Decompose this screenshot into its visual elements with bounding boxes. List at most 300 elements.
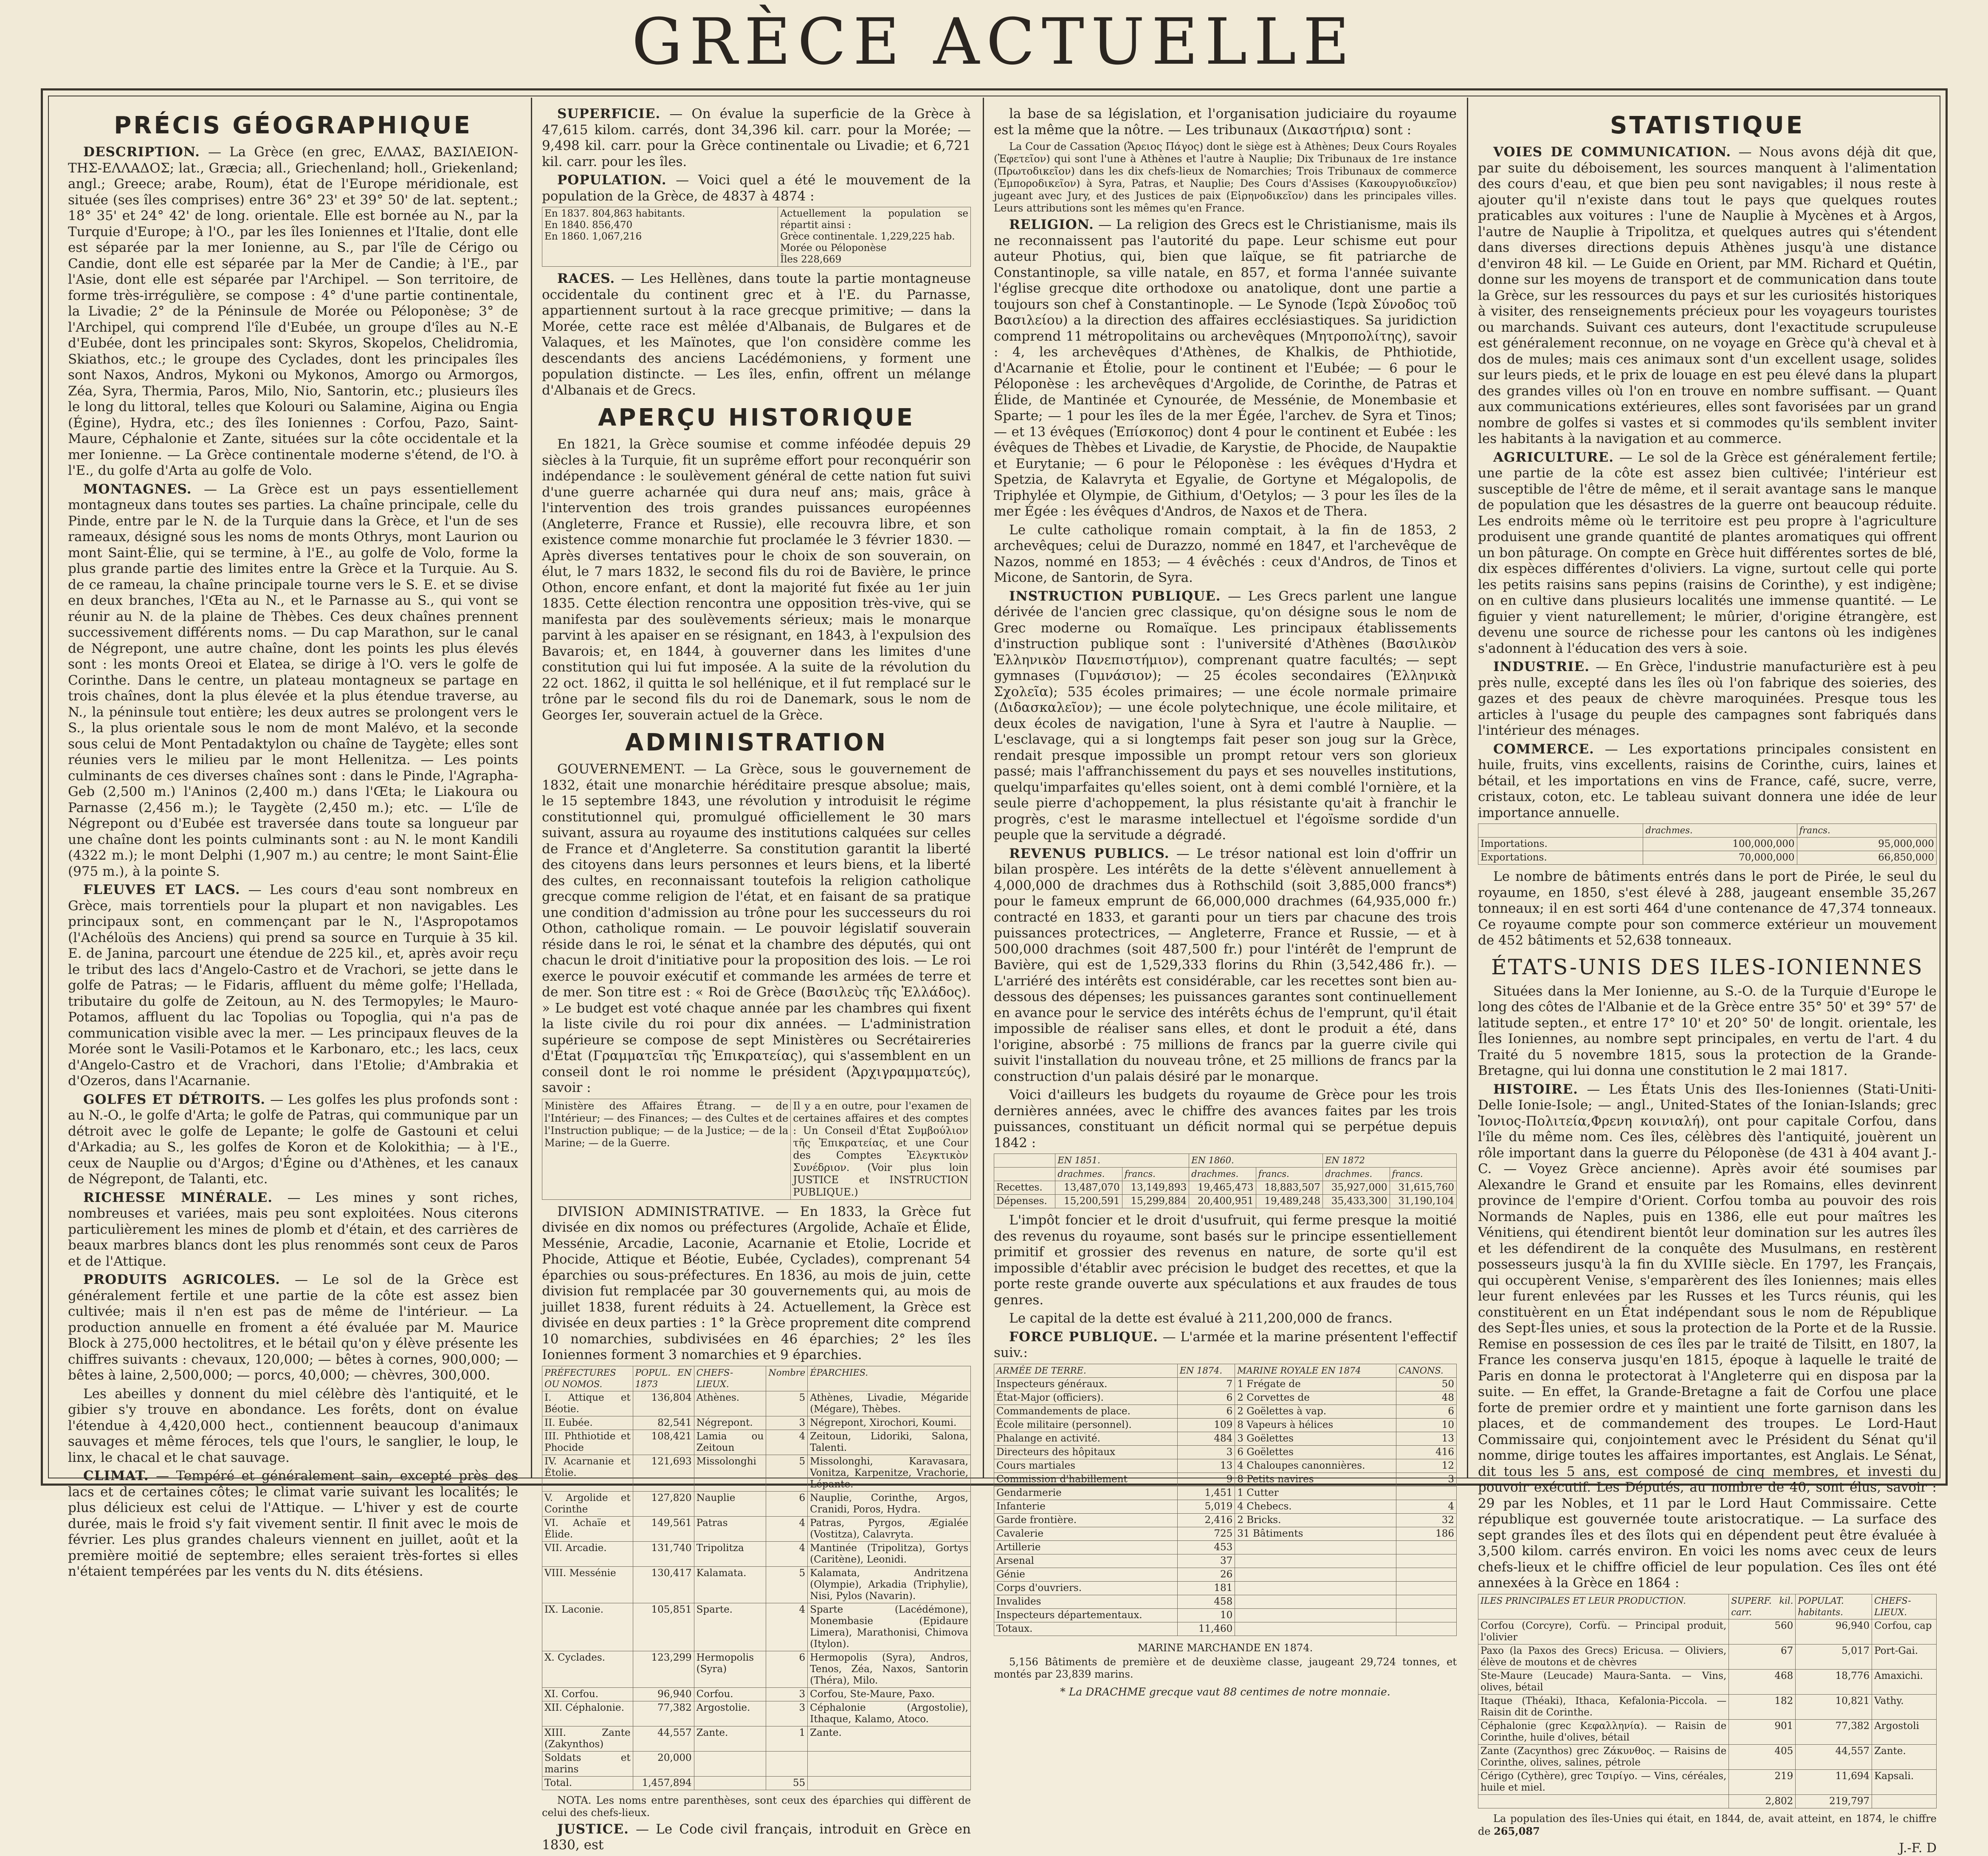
table-cell: Hermopolis (Syra), Andros, Tenos, Zéa, Naxos, Santorin (Théra), Milo. xyxy=(808,1651,971,1687)
island-row xyxy=(1478,1769,1937,1794)
history-paragraph: En 1821, la Grèce soumise et comme inféodée depuis 29 siècles à la Turquie, fit un suprême effort pour reconquérir son indépendance : le soulèvement général de cette nation fut suivi d'une guerre acharnée qui dura neuf ans; mais, grâce à l'intervention des trois grandes puissances européennes (Angleterre, France et Russie), elle recouvra libre, et son existence comme monarchie fut proclamée le 3 février 1830. — Après diverses tentatives pour le choix de son souverain, on élut, le 7 mars 1832, le second fils du roi de Bavière, le prince Othon, encore enfant, et dont la majorité fut fixée au 1er juin 1835. Cette élection rencontra une opposition très-vive, qui se manifesta par des soulèvements sérieux; mais le monarque parvint à les apaiser en se résignant, en 1843, à l'expulsion des Bavarois; et, en 1844, à gouverner dans les limites d'une constitution qui lui fut imposée. A la suite de la révolution du 22 oct. 1862, il quitta le sol hellénique, et il fut remplacé sur le trône par le second fils du roi de Danemark, sous le nom de Georges Ier, souverain actuel de la Grèce. xyxy=(542,437,971,723)
trade-unit: drachmes. xyxy=(1643,824,1797,838)
island-row xyxy=(1478,1644,1937,1669)
table-cell: Paxo (la Paxos des Grecs) Ericusa. — Oliviers, élève de moutons et de chèvres xyxy=(1478,1644,1729,1669)
army-row xyxy=(994,1513,1457,1527)
budget-unit-row xyxy=(994,1168,1457,1181)
army-row xyxy=(994,1418,1457,1432)
table-header-row xyxy=(994,1364,1457,1377)
table-cell: Génie xyxy=(994,1568,1178,1581)
island-total: 2,802 xyxy=(1729,1794,1796,1808)
table-cell: Corfou (Corcyre), Corfù. — Principal produit, l'olivier xyxy=(1478,1619,1729,1644)
table-cell: Mantinée (Tripolitza), Gortys (Caritène), Leonidi. xyxy=(808,1541,971,1566)
table-cell: Cérigo (Cythère), grec Τσιρίγο. — Vins, céréales, huile et miel. xyxy=(1478,1769,1729,1794)
table-cell: État-Major (officiers). xyxy=(994,1391,1178,1405)
table-cell xyxy=(1396,1595,1457,1608)
table-cell: Négrepont. xyxy=(694,1416,766,1430)
table-cell xyxy=(1235,1581,1396,1595)
army-row xyxy=(994,1472,1457,1486)
table-cell: IX. Laconie. xyxy=(542,1603,633,1651)
table-cell: Soldats et marins xyxy=(542,1751,633,1776)
population-note-row: Îles 228,669 xyxy=(780,254,968,265)
table-cell: 15,200,591 xyxy=(1055,1195,1122,1208)
budget-unit: francs. xyxy=(1122,1168,1189,1181)
population-row: En 1840. 856,470 xyxy=(544,220,775,231)
table-cell: 8 Vapeurs à hélices xyxy=(1235,1418,1396,1432)
budget-row xyxy=(994,1195,1457,1208)
army-row xyxy=(994,1432,1457,1445)
army-row xyxy=(994,1622,1457,1636)
table-cell: 149,561 xyxy=(633,1516,694,1541)
table-header: Nombre xyxy=(766,1366,808,1391)
catholic-paragraph: Le culte catholique romain comptait, à la fin de 1853, 2 archevêques; celui de Durazzo, nommé en 1847, et l'archevêque de Nazos, nommé en 1853; — 4 évêchés : ceux d'Andros, de Tinos et Micone, de Santorin, de Syra. xyxy=(994,522,1457,586)
table-cell: 3 xyxy=(766,1687,808,1701)
budget-year: EN 1860. xyxy=(1189,1154,1323,1168)
budget-unit: drachmes. xyxy=(1055,1168,1122,1181)
paragraph-lead: DESCRIPTION. xyxy=(83,144,200,160)
table-cell: 18,776 xyxy=(1796,1669,1872,1694)
table-cell: Kalamata, Andritzena (Olympie), Arkadia (Triphylie), Nisi, Pylos (Navarin). xyxy=(808,1566,971,1603)
table-cell xyxy=(1396,1554,1457,1568)
table-cell: Inspecteurs généraux. xyxy=(994,1377,1178,1391)
paragraph-lead: SUPERFICIE. xyxy=(557,106,660,121)
table-cell: Vathy. xyxy=(1872,1694,1937,1719)
roads-paragraph: VOIES DE COMMUNICATION. — Nous avons déjà dit que, par suite du déboisement, les sources manquent à l'alimentation des cours d'eau, et que bien peu sont navigables; il nous reste à ajouter qu'il n'existe dans tout le pays que quelques routes praticables aux voitures : l'une de Nauplie à Mycènes et à Argos, l'autre de Nauplie à Tripolitza, et quelques autres qui s'étendent dans diverses directions depuis Athènes jusqu'à une distance d'environ 48 kil. — Le Guide en Orient, par MM. Richard et Quétin, donne sur les moyens de transport et de communication dans toute la Grèce, sur les ressources du pays et sur les curiosités historiques à visiter, des renseignements précieux pour les voyageurs touristes ou marchands. Suivant ces auteurs, dont l'exactitude scrupuleuse est généralement reconnue, on ne voyage en Grèce qu'à cheval et à dos de mules; mais ces animaux sont d'un excellent usage, solides sur leurs pieds, et le prix de louage en est peu élevé dans la plupart des grandes villes où l'on en trouve en nombre suffisant. — Quant aux communications extérieures, elles sont favorisées par un grand nombre de golfes si vastes et si commodes qu'ils semblent inviter les habitants à la navigation et au commerce. xyxy=(1478,144,1937,447)
budget-unit: drachmes. xyxy=(1323,1168,1390,1181)
population-note-title: Actuellement la population se répartit ainsi : xyxy=(780,208,968,231)
population-distribution xyxy=(778,207,970,267)
table-cell: X. Cyclades. xyxy=(542,1651,633,1687)
table-cell: 6 xyxy=(766,1651,808,1687)
paragraph-text: — Les cours d'eau sont nombreux en Grèce, mais torrentiels pour la plupart et non navigables. Les principaux sont, en commençant par le N., l'Aspropotamos (l'Achéloüs des Anciens) qui prend sa source en Turquie à 35 kil. E. de Janina, parcourt une étendue de 225 kil., et, après avoir reçu le tribut des lacs d'Angelo-Castro et de Vrachori, se jette dans le golfe de Patras; — le Fidaris, affluent du même golfe; l'Hellada, tributaire du golfe de Zeitoun, au N. des Termopyles; le Mauro-Potamos, affluent du lac Topolias ou Topoglia, qui n'a pas de communication visible avec la mer. — Les principaux fleuves de la Morée sont le Vasili-Potamos et le Karbonaro, etc.; les lacs, ceux d'Angelo-Castro et de Vrachori, dans l'Etolie; d'Ambrakia et d'Ozeros, dans l'Acarnanie. xyxy=(68,882,518,1089)
table-cell: 15,299,884 xyxy=(1122,1195,1189,1208)
table-cell: 32 xyxy=(1396,1513,1457,1527)
table-cell: 8 Petits navires xyxy=(1235,1472,1396,1486)
table-cell: 901 xyxy=(1729,1719,1796,1744)
trade-label: Importations. xyxy=(1478,838,1643,851)
table-cell xyxy=(694,1751,766,1776)
table-cell: 1 Cutter xyxy=(1235,1486,1396,1500)
table-header-row xyxy=(1478,1594,1937,1619)
trade-table xyxy=(1478,824,1937,865)
table-cell xyxy=(1396,1622,1457,1636)
table-cell: 219 xyxy=(1729,1769,1796,1794)
paragraph-lead: MONTAGNES. xyxy=(83,482,192,497)
trade-unit: francs. xyxy=(1797,824,1936,838)
table-cell: 109 xyxy=(1177,1418,1235,1432)
column-rule xyxy=(1467,98,1468,1478)
stat-paragraph xyxy=(542,106,971,170)
table-cell: Missolonghi xyxy=(694,1455,766,1491)
table-cell xyxy=(1235,1568,1396,1581)
table-cell: 182 xyxy=(1729,1694,1796,1719)
paragraph-text: — Le sol de la Grèce est généralement fertile et une partie de la côte est assez bien cultivée; mais il n'en est pas de même de l'intérieur. — La production annuelle en froment a été évaluée par M. Maurice Block à 275,000 hectolitres, et le bétail qu'on y élève présente les chiffres suivants : chevaux, 120,000; — bêtes à cornes, 900,000; — bêtes à laine, 2,500,000; — porcs, 40,000; — chèvres, 300,000. xyxy=(68,1272,518,1383)
table-cell: Garde frontière. xyxy=(994,1513,1178,1527)
table-cell: 4 Chaloupes canonnières. xyxy=(1235,1459,1396,1472)
table-header: SUPERF. kil. carr. xyxy=(1729,1594,1796,1619)
paragraph-lead: CLIMAT. xyxy=(83,1468,149,1484)
geography-paragraph xyxy=(68,482,518,880)
table-cell: Zeitoun, Lidoriki, Salona, Talenti. xyxy=(808,1430,971,1455)
paragraph-text: Les abeilles y donnent du miel célèbre dès l'antiquité, et le gibier s'y trouve en abondance. Les forêts, dont on évalue l'étendue à 4,420,000 hect., contiennent beaucoup d'animaux sauvages et même féroces, tels que l'ours, le sanglier, le loup, le linx, le chacal et le chat sauvage. xyxy=(68,1386,518,1465)
table-cell: Phalange en activité. xyxy=(994,1432,1178,1445)
paragraph-text: — Les golfes les plus profonds sont : au N.-O., le golfe d'Arta; le golfe de Patras, qui communique par un détroit avec le golfe de Lepante; le golfe de Gastouni et celui d'Arkadia; au S., les golfes de Koron et de Kolokithia; — à l'E., ceux de Nauplie ou d'Argos; d'Égine ou d'Athènes, et les canaux de Négrepont, de Talanti, etc. xyxy=(68,1092,518,1187)
table-cell: 35,927,000 xyxy=(1323,1181,1390,1195)
table-cell: Nauplie, Corinthe, Argos, Cranidi, Poros, Hydra. xyxy=(808,1491,971,1516)
table-cell: Négrepont, Xirochori, Koumi. xyxy=(808,1416,971,1430)
island-total: 219,797 xyxy=(1796,1794,1872,1808)
table-cell: Céphalonie (Argostolie), Ithaque, Kalamo, Atoco. xyxy=(808,1701,971,1726)
table-header: EN 1874. xyxy=(1177,1364,1235,1377)
paragraph-text: — Tempéré et généralement sain, excepté près des lacs et de certaines côtes; le climat varie suivant les localités; le plus délicieux est celui de l'Attique. — L'hiver y est de courte durée, mais le froid s'y fait vivement sentir. Il finit avec le mois de février. Les plus grandes chaleurs viennent en juillet, août et la première moitié de septembre; elles seraient très-fortes si elles n'étaient tempérées par les vents du N. dits étésiens. xyxy=(68,1468,518,1579)
table-cell xyxy=(694,1776,766,1790)
population-table xyxy=(542,207,971,267)
table-cell: Zante. xyxy=(694,1726,766,1751)
prefecture-row xyxy=(542,1391,971,1416)
table-cell: 560 xyxy=(1729,1619,1796,1644)
table-cell: 26 xyxy=(1177,1568,1235,1581)
table-cell: 6 xyxy=(1177,1391,1235,1405)
prefecture-row xyxy=(542,1491,971,1516)
army-row xyxy=(994,1595,1457,1608)
courts-list: La Cour de Cassation (Ἄρειος Πάγος) dont le siège est à Athènes; Deux Cours Royales (Ἐφετεῖον) qui sont l'une à Athènes et l'autre à Nauplie; Dix Tribunaux de 1re instance (Πρωτοδικεῖον) dans les dix chefs-lieux de Nomarchies; Trois Tribunaux de commerce (Ἐμποροδικεῖον) à Syra, Patras, et Nauplie; Des Cours d'Assises (Κακουργιοδικεῖον) jugeant avec Jury, et des Justices de paix (Εἰρηνοδικεῖον) dans les principales villes. Leurs attributions sont les mêmes qu'en France. xyxy=(994,141,1457,214)
table-cell: VI. Achaïe et Élide. xyxy=(542,1516,633,1541)
army-table xyxy=(994,1364,1457,1636)
section-title-history: APERÇU HISTORIQUE xyxy=(542,404,971,432)
army-row xyxy=(994,1500,1457,1513)
division-paragraph: DIVISION ADMINISTRATIVE. — En 1833, la Grèce fut divisée en dix nomos ou préfectures (Argolide, Achaïe et Élide, Messénie, Arcadie, Laconie, Acarnanie et Etolie, Locride et Phocide, Attique et Béotie, Eubée, Cyclades), comprenant 54 éparchies ou sous-préfectures. En 1836, au mois de juin, cette division fut remplacée par 30 gouvernements qui, au mois de juillet 1838, furent réduits à 24. Actuellement, la Grèce est divisée en deux parties : 1° la Grèce proprement dite comprend 10 nomarchies, subdivisées en 46 éparchies; 2° les îles Ioniennes forment 3 nomarchies et 9 éparchies. xyxy=(542,1204,971,1363)
table-cell: 10 xyxy=(1177,1608,1235,1622)
table-cell: 50 xyxy=(1396,1377,1457,1391)
table-cell: 13,149,893 xyxy=(1122,1181,1189,1195)
table-cell: Cours martiales xyxy=(994,1459,1178,1472)
section-title-geography: PRÉCIS GÉOGRAPHIQUE xyxy=(68,112,518,139)
table-cell: 4 xyxy=(766,1516,808,1541)
table-cell: Gendarmerie xyxy=(994,1486,1178,1500)
table-cell: 1,451 xyxy=(1177,1486,1235,1500)
table-cell: Commandements de place. xyxy=(994,1405,1178,1418)
ministries-table xyxy=(542,1099,971,1200)
table-cell: Total. xyxy=(542,1776,633,1790)
table-cell: VII. Arcadie. xyxy=(542,1541,633,1566)
prefecture-row xyxy=(542,1416,971,1430)
trade-francs: 66,850,000 xyxy=(1797,851,1936,865)
table-cell: 12 xyxy=(1396,1459,1457,1472)
column-rule xyxy=(983,98,984,1478)
table-cell: 3 xyxy=(766,1701,808,1726)
debt-line: Le capital de la dette est évalué à 211,200,000 de francs. xyxy=(994,1311,1457,1327)
table-header: CANONS. xyxy=(1396,1364,1457,1377)
table-cell: 3 xyxy=(1396,1472,1457,1486)
army-row xyxy=(994,1608,1457,1622)
island-row xyxy=(1478,1669,1937,1694)
table-cell: 458 xyxy=(1177,1595,1235,1608)
paragraph-lead: FLEUVES ET LACS. xyxy=(83,882,240,897)
table-cell: 31 Bâtiments xyxy=(1235,1527,1396,1540)
table-cell xyxy=(1396,1608,1457,1622)
table-cell: 123,299 xyxy=(633,1651,694,1687)
religion-paragraph: RELIGION. — La religion des Grecs est le Christianisme, mais ils ne reconnaissent pas l'autorité du pape. Leur schisme eut pour auteur Photius, qui, bien que laïque, se fit patriarche de Constantinople, sa ville natale, en 857, et forma l'année suivante l'église grecque dite orthodoxe ou anatolique, dont une partie a toujours son chef à Constantinople. — Le Synode (Ἱερὰ Σύνοδος τοῦ Βασιλείου) a la direction des affaires ecclésiastiques. Sa juridiction comprend 11 métropolitains ou archevêques (Μητροπολίτης), savoir : 4, les archevêques d'Athènes, de Khalkis, de Phthiotide, d'Acarnanie et Étolie, pour le continent et l'Eubée; — 6 pour le Péloponèse : les archevêques d'Argolide, de Corinthe, de Patras et Élide, de Mantinée et Cynourée, de Messénie, de Monembasie et Sparte; — 1 pour les îles de la mer Égée, l'archev. de Syra et Tinos; — et 13 évêques (Ἐπίσκοπος) dont 4 pour le continent et Eubée : les évêques de Thèbes et Livadie, de Karystie, de Phocide, de Naupaktie et Eurytanie; — 6 pour le Péloponèse : les évêques d'Hydra et Spetzia, de Kalavryta et Egyalie, de Gortyne et Mégalopolis, de Triphylée et Olympie, de Githium, d'Oetylos; — 3 pour les îles de la mer Égée : les évêques d'Andros, de Naxos et de Thera. xyxy=(994,217,1457,520)
table-cell: 181 xyxy=(1177,1581,1235,1595)
table-cell: 3 xyxy=(766,1416,808,1430)
island-row xyxy=(1478,1619,1937,1644)
table-cell: 6 xyxy=(1177,1405,1235,1418)
table-cell: Inspecteurs départementaux. xyxy=(994,1608,1178,1622)
table-cell: 108,421 xyxy=(633,1430,694,1455)
table-cell: Corfou, cap xyxy=(1872,1619,1937,1644)
column-statistics xyxy=(1478,106,1937,1474)
budget-after: L'impôt foncier et le droit d'usufruit, qui ferme presque la moitié des revenus du royaume, sont basés sur le principe essentiellement primitif et grossier des revenus en nature, de sorte qu'il est impossible d'établir avec précision le budget des recettes, et que la porte reste grande ouverte aux spéculations et aux fraudes de tous genres. xyxy=(994,1213,1457,1308)
table-cell xyxy=(808,1751,971,1776)
table-cell: 13 xyxy=(1177,1459,1235,1472)
geography-paragraph xyxy=(68,1386,518,1466)
ionian-history: HISTOIRE. — Les États Unis des Iles-Ioniennes (Stati-Uniti-Delle Ionie-Isole; — angl., United-States of the Ionian-Islands; grec Ἰονιος-Πολιτεία,Φρενη κοινιαλή), ont pour capitale Corfou, dans l'île du même nom. Ces îles, célèbres dès l'antiquité, jouèrent un rôle important dans la guerre du Péloponèse (de 431 à 404 avant J.-C. — Voyez Grèce ancienne). Après avoir été soumises par Alexandre le Grand et ensuite par les Romains, elles devinrent province de l'empire d'Orient. Corfou tomba au pouvoir des rois Normands de Naples, puis en 1386, elle eut pour maîtres les Vénitiens, qui étendirent bientôt leur domination sur les autres îles et les défendirent de la conquête des Musulmans, en restèrent possesseurs jusqu'à la fin du XVIIIe siècle. En 1797, les Français, qui occupèrent Venise, s'emparèrent des îles Ioniennes; mais elles leur furent enlevées par les Russes et les Turcs réunis, qui les constituèrent en un État indépendant sous le nom de République des Sept-Îles unies, et sous la protection de la Porte et de la Russie. Remise en possession de ces îles par le traité de Tilsitt, en 1807, la France les conserva jusqu'en 1815, époque à laquelle le traité de Paris en donna le protectorat à l'Angleterre qui en disposa par la suite. — En effet, la Grande-Bretagne a fait de Corfou une place forte de premier ordre et y maintient une forte garnison dans les places, et de commandement des troupes. Le Lord-Haut Commissaire qui, conjointement avec le Président du Sénat qu'il nomme, dirige toutes les affaires importantes, est Anglais. Le Sénat, dit tous les 5 ans, est composé de cinq membres, et investi du pouvoir exécutif. Les Députés, au nombre de 40, sont élus, savoir : 29 par les Nobles, et 11 par le Lord Haut Commissaire. Cette république est gouvernée toute aristocratique. — La surface des sept grandes îles et des îlots qui en dépendent peut être évaluée à 3,500 kilom. carrés environ. En voici les noms avec ceux de leurs chefs-lieux et le chiffre officiel de leur population. Ces îles ont été annexées à la Grèce en 1864 : xyxy=(1478,1082,1937,1591)
table-cell: Artillerie xyxy=(994,1540,1178,1554)
table-cell: Commission d'habillement xyxy=(994,1472,1178,1486)
table-cell: Patras xyxy=(694,1516,766,1541)
table-cell: Arsenal xyxy=(994,1554,1178,1568)
paragraph-text: — La Grèce (en grec, ΕΛΛΑΣ, ΒΑΣΙΛΕΙΟΝ-ΤΗΣ-ΕΛΛΑΔΟΣ; lat., Græcia; all., Griechenland; holl., Griekenland; angl.; Greece; arabe, Roum), état de l'Europe méridionale, est située (ses îles comprises) entre 36° 23' et 39° 50' de lat. septent.; 18° 35' et 24° 42' de long. orientale. Elle est bornée au N., par la Turquie d'Europe; à l'O., par les îles Ioniennes et l'Italie, dont elle est séparée par la mer Ionienne, au S., par l'île de Cérigo ou Candie, dont elle est séparée par la Mer de Candie; à l'E., par l'Asie, dont elle est séparée par l'Archipel. — Son territoire, de forme très-irrégulière, se compose : 4° d'une partie continentale, la Livadie; 2° de la Péninsule de Morée ou Péloponèse; 3° de l'Archipel, qui comprend l'île d'Eubée, un groupe d'îles au N.-E d'Eubée, dont les principales sont: Skyros, Skopelos, Chelidromia, Skiathos, etc.; le groupe des Cyclades, dont les principales îles sont Naxos, Andros, Mykoni ou Mykonos, Amorgo ou Armorgos, Zéa, Syra, Thermia, Paros, Milo, Nio, Santorin, etc.; plusieurs îles le long du littoral, telles que Kolouri ou Salamine, Aigina ou Engia (Égine), Hydra, etc.; des îles Ioniennes : Corfou, Pazo, Saint-Maure, Céphalonie et Zante, situées sur la côte occidentale et la mer Ionienne. — La Grèce continentale moderne s'étend, de l'O. à l'E., du golfe d'Arta au golfe de Volo. xyxy=(68,144,518,478)
table-cell xyxy=(766,1751,808,1776)
table-cell: 20,400,951 xyxy=(1189,1195,1256,1208)
trade-drachmes: 100,000,000 xyxy=(1643,838,1797,851)
table-cell: 2,416 xyxy=(1177,1513,1235,1527)
army-row xyxy=(994,1527,1457,1540)
table-cell: 96,940 xyxy=(1796,1619,1872,1644)
section-title-statistics: STATISTIQUE xyxy=(1478,112,1937,139)
army-row xyxy=(994,1568,1457,1581)
table-cell: 136,804 xyxy=(633,1391,694,1416)
table-cell: Zante. xyxy=(808,1726,971,1751)
table-cell: Directeurs des hôpitaux xyxy=(994,1445,1178,1459)
table-cell: IV. Acarnanie et Étolie. xyxy=(542,1455,633,1491)
prefecture-row xyxy=(542,1566,971,1603)
table-cell: XII. Céphalonie. xyxy=(542,1701,633,1726)
table-cell xyxy=(1235,1608,1396,1622)
table-cell: Patras, Pyrgos, Ægialée (Vostitza), Calavryta. xyxy=(808,1516,971,1541)
table-cell: 13,487,070 xyxy=(1055,1181,1122,1195)
table-cell: 3 Goëlettes xyxy=(1235,1432,1396,1445)
table-cell: 105,851 xyxy=(633,1603,694,1651)
table-cell: 130,417 xyxy=(633,1566,694,1603)
table-cell: 5,017 xyxy=(1796,1644,1872,1669)
islands-after: La population des îles-Unies qui était, en 1844, de, avait atteint, en 1874, le chiffre de 265,087 xyxy=(1478,1813,1937,1838)
paragraph-lead: GOLFES ET DÉTROITS. xyxy=(83,1092,265,1107)
table-cell: Kapsali. xyxy=(1872,1769,1937,1794)
army-row xyxy=(994,1554,1457,1568)
instruction-paragraph: INSTRUCTION PUBLIQUE. — Les Grecs parlent une langue dérivée de l'ancien grec classique, qu'on désigne sous le nom de Grec moderne ou Romaïque. Les principaux établissements d'instruction publique sont : l'université d'Athènes (Βασιλικὸν Ἑλληνικὸν Πανεπιστήμιον), comprenant quatre facultés; — sept gymnases (Γυμνάσιον); — 25 écoles secondaires (Ἑλληνικὰ Σχολεῖα); 535 écoles primaires; — une école normale primaire (Διδασκαλεῖον); — une école polytechnique, une école militaire, et deux écoles de navigation, l'une à Syra et l'autre à Nauplie. — L'esclavage, qui a si longtemps fait peser son joug sur la Grèce, rendait presque impossible un prompt retour vers son glorieux passé; mais l'affranchissement du pays et ses nouvelles institutions, quelqu'imparfaites qu'elles soient, ont à demi comblé l'ornière, et la seule pierre d'achoppement, la plus résistante qu'ait à franchir le progrès, c'est le marasme intellectuel et l'égoïsme sordide d'un peuple que la servitude a dégradé. xyxy=(994,589,1457,843)
table-cell: Kalamata. xyxy=(694,1566,766,1603)
table-cell: 5 xyxy=(766,1391,808,1416)
table-cell: XIII. Zante (Zakynthos) xyxy=(542,1726,633,1751)
table-cell: 121,693 xyxy=(633,1455,694,1491)
budget-unit: drachmes. xyxy=(1189,1168,1256,1181)
budget-row xyxy=(994,1181,1457,1195)
page-title: GRÈCE ACTUELLE xyxy=(0,6,1988,78)
table-cell: 416 xyxy=(1396,1445,1457,1459)
prefecture-row xyxy=(542,1516,971,1541)
table-header: ILES PRINCIPALES ET LEUR PRODUCTION. xyxy=(1478,1594,1729,1619)
geography-paragraph xyxy=(68,1468,518,1580)
table-cell: 11,460 xyxy=(1177,1622,1235,1636)
table-cell: 6 xyxy=(766,1491,808,1516)
table-cell: 484 xyxy=(1177,1432,1235,1445)
table-cell: 48 xyxy=(1396,1391,1457,1405)
army-row xyxy=(994,1581,1457,1595)
table-cell xyxy=(1872,1794,1937,1808)
agriculture-paragraph: AGRICULTURE. — Le sol de la Grèce est généralement fertile; une partie de la côte est assez bien cultivée; l'intérieur est susceptible de l'être de même, et il serait avantage sans le manque de population que les désastres de la guerre ont beaucoup réduite. Les endroits même où le territoire est peu propre à l'agriculture produisent une grande quantité de plantes aromatiques qui offrent un bon pâturage. On compte en Grèce huit différentes sortes de blé, dix espèces différentes d'oliviers. La vigne, surtout celle qui porte les petits raisins sans pepins (raisins de Corinthe), y est indigène; on en cultive dans plusieurs localités une immense quantité. — Le figuier y vient naturellement; le mûrier, d'origine étrangère, est devenu une source de richesse pour les cantons où les indigènes s'adonnent à l'éducation des vers à soie. xyxy=(1478,450,1937,657)
table-cell: Corfou, Ste-Maure, Paxo. xyxy=(808,1687,971,1701)
table-cell: Lamia ou Zeitoun xyxy=(694,1430,766,1455)
island-row xyxy=(1478,1719,1937,1744)
revenue-paragraph: REVENUS PUBLICS. — Le trésor national est loin d'offrir un bilan prospère. Les intérêts de la dette s'élèvent annuellement à 4,000,000 de drachmes dus à Rothschild (soit 3,885,000 francs*) pour le fameux emprunt de 66,000,000 drachmes (64,935,000 fr.) contracté en 1833, et garanti pour un tiers par chacune des trois puissances protectrices, — Angleterre, France et Russie, — et à 500,000 drachmes (soit 487,500 fr.) pour l'intérêt de l'emprunt de Bavière, qui est de 1,529,333 florins du Rhin (3,542,486 fr.). — L'arriéré des intérêts est considérable, car les recettes sont bien au-dessous des dépenses; les puissances garantes sont continuellement en avance pour le service des intérêts échus de l'emprunt, qu'il était impossible de réaliser sans elles, et dont le produit a été, dans l'origine, absorbé : 75 millions de francs par la guerre civile qui suivit l'installation du nouveau trône, et 25 millions de francs par la construction d'un palais désiré par le monarque. xyxy=(994,846,1457,1085)
geography-paragraph xyxy=(68,1272,518,1384)
geography-paragraphs xyxy=(68,144,518,1580)
table-cell xyxy=(1396,1581,1457,1595)
prefecture-row xyxy=(542,1541,971,1566)
table-cell: 11,694 xyxy=(1796,1769,1872,1794)
table-cell xyxy=(1396,1486,1457,1500)
geography-paragraph xyxy=(68,144,518,479)
population-note-row: Morée ou Péloponèse xyxy=(780,243,968,254)
table-cell: 31,615,760 xyxy=(1390,1181,1456,1195)
table-cell: Corfou. xyxy=(694,1687,766,1701)
table-header: ÉPARCHIES. xyxy=(808,1366,971,1391)
prefecture-row xyxy=(542,1430,971,1455)
table-header-row xyxy=(542,1366,971,1391)
prefectures-table xyxy=(542,1366,971,1790)
table-cell: 1 xyxy=(766,1726,808,1751)
table-cell: 1 Frégate de xyxy=(1235,1377,1396,1391)
table-cell: 55 xyxy=(766,1776,808,1790)
table-cell xyxy=(1235,1595,1396,1608)
ministries-note: Il y a en outre, pour l'examen de certaines affaires et des comptes : Un Conseil d'État Συμβούλιον τῆς Ἐπικρατείας, et une Cour des Comptes Ἐλεγκτικὸν Συνέδριον. (Voir plus loin JUSTICE et INSTRUCTION PUBLIQUE.) xyxy=(791,1099,971,1199)
table-cell: Tripolitza xyxy=(694,1541,766,1566)
paragraph-lead: RICHESSE MINÉRALE. xyxy=(83,1190,273,1205)
army-row xyxy=(994,1486,1457,1500)
table-cell: V. Argolide et Corinthe xyxy=(542,1491,633,1516)
races-paragraph: RACES. — Les Hellènes, dans toute la partie montagneuse occidentale du continent grec et à l'E. du Parnasse, appartiennent surtout à la race grecque primitive; — dans la Morée, cette race est mêlée d'Albanais, de Bulgares et de Valaques, et les Maïnotes, que l'on considère comme les descendants des anciens Lacédémoniens, y forment une population distincte. — Les îles, enfin, offrent un mélange d'Albanais et de Grecs. xyxy=(542,271,971,398)
paragraph-text: — Voici quel a été le mouvement de la population de la Grèce, de 4837 à 4874 : xyxy=(542,172,971,204)
table-cell: 5 xyxy=(766,1455,808,1491)
table-cell: 405 xyxy=(1729,1744,1796,1769)
population-row: En 1837. 804,863 habitants. xyxy=(544,208,775,220)
army-row xyxy=(994,1459,1457,1472)
table-cell: 19,489,248 xyxy=(1256,1195,1323,1208)
table-cell xyxy=(1478,1794,1729,1808)
table-cell: 13 xyxy=(1396,1432,1457,1445)
table-cell: 31,190,104 xyxy=(1390,1195,1456,1208)
table-cell xyxy=(1396,1540,1457,1554)
island-total-row xyxy=(1478,1794,1937,1808)
table-header xyxy=(1478,824,1643,838)
table-cell: Ste-Maure (Leucade) Maura-Santa. — Vins, olives, bétail xyxy=(1478,1669,1729,1694)
table-cell: 37 xyxy=(1177,1554,1235,1568)
signature: J.-F. D xyxy=(1478,1840,1937,1856)
government-paragraph: GOUVERNEMENT. — La Grèce, sous le gouvernement de 1832, était une monarchie héréditaire presque absolue; mais, le 15 septembre 1843, une révolution y introduisit le régime constitutionnel qui, promulgué officiellement le 30 mars suivant, assura au royaume des institutions calquées sur celles de France et d'Angleterre. Sa constitution garantit la liberté des citoyens dans leurs personnes et leurs biens, et la liberté des cultes, en reconnaissant toutefois la religion catholique grecque comme religion de l'état, et en faisant de sa pratique une condition d'admission au trône pour les successeurs du roi Othon, catholique romain. — Le pouvoir législatif souverain réside dans le roi, le sénat et la chambre des députés, qui ont chacun le droit d'initiative pour la proposition des lois. — Le roi exerce le pouvoir exécutif et commande les armées de terre et de mer. Son titre est : « Roi de Grèce (Βασιλεὺς τῆς Ἑλλάδος). » Le budget est voté chaque année par les chambres qui fixent la liste civile du roi pour dix années. — L'administration supérieure se compose de sept Ministères ou Secrétaireries d'État (Γραμματεῖαι τῆς Ἐπικρατείας), qui s'assemblent en un conseil dont le roi nomme le président (Ἀρχιγραμματεύς), savoir : xyxy=(542,762,971,1096)
prefecture-row xyxy=(542,1776,971,1790)
army-row xyxy=(994,1377,1457,1391)
islands-table xyxy=(1478,1594,1937,1808)
table-cell: 5,019 xyxy=(1177,1500,1235,1513)
table-cell: Port-Gai. xyxy=(1872,1644,1937,1669)
population-row: En 1860. 1,067,216 xyxy=(544,231,775,243)
table-cell: Athènes. xyxy=(694,1391,766,1416)
table-cell: 96,940 xyxy=(633,1687,694,1701)
budget-intro: Voici d'ailleurs les budgets du royaume de Grèce pour les trois dernières années, avec le chiffre des avances faites par les trois puissances, constituant un déficit normal qui se perpétue depuis 1842 : xyxy=(994,1087,1457,1151)
table-cell: 67 xyxy=(1729,1644,1796,1669)
table-cell: École militaire (personnel). xyxy=(994,1418,1178,1432)
table-cell: 4 Chebecs. xyxy=(1235,1500,1396,1513)
table-cell xyxy=(1235,1554,1396,1568)
table-cell: 453 xyxy=(1177,1540,1235,1554)
table-cell: VIII. Messénie xyxy=(542,1566,633,1603)
paragraph-text: — On évalue la superficie de la Grèce à 47,615 kilom. carrés, dont 34,396 kil. carr. pour la Morée; — 9,498 kil. carr. pour la Grèce continentale ou Livadie; et 6,721 kil. carr. pour les îles. xyxy=(542,106,971,169)
table-header: ARMÉE DE TERRE. xyxy=(994,1364,1178,1377)
table-cell: 186 xyxy=(1396,1527,1457,1540)
paragraph-text: — La Grèce est un pays essentiellement montagneux dans toutes ses parties. La chaîne principale, celle du Pinde, entre par le N. de la Turquie dans la Grèce, et l'un de ses rameaux, désigné sous les noms de monts Othrys, mont Laurion ou mont Saint-Élie, qui se termine, à l'E., au golfe de Volo, forme la plus grande partie des limites entre la Grèce et la Turquie. Au S. de ce rameau, la chaîne principale tourne vers le S. E. et se divise en deux branches, l'Œta au N., et le Parnasse au S., qui vont se réunir au N. de la plaine de Thèbes. Ces deux chaînes prennent successivement différents noms. — Du cap Marathon, sur le canal de Négrepont, une autre chaîne, dont les points les plus élevés sont : les monts Oreoi et Elatea, se dirige à l'O. vers le golfe de Corinthe. Dans le centre, un plateau montagneux se partage en trois chaînes, dont la plus élevée et la plus étendue traverse, au N., la péninsule tout entière; les deux autres se prolongent vers le S., la plus orientale sous le nom de mont Malévo, et la seconde sous celui de Mont Pentadaktylon ou chaîne de Taygète; elles sont réunies vers le milieu par le mont Hellenitza. — Les points culminants de ces diverses chaînes sont : dans le Pinde, l'Agrapha-Geb (2,500 m.) l'Aninos (2,400 m.) dans l'Œta; le Liakoura ou Parnasse (2,456 m.); le Taygète (2,450 m.); etc. — L'île de Négrepont ou d'Eubée est traversée dans toute sa longueur par une chaîne dont les points culminants sont : au N. le mont Kandili (4322 m.); le mont Delphi (1,907 m.) au centre; le mont Saint-Élie (975 m.), à la pointe S. xyxy=(68,482,518,879)
table-cell: 35,433,300 xyxy=(1323,1195,1390,1208)
table-cell: I. Attique et Béotie. xyxy=(542,1391,633,1416)
table-header: PRÉFECTURES OU NOMOS. xyxy=(542,1366,633,1391)
justice-continued: la base de sa législation, et l'organisation judiciaire du royaume est la même que la nôtre. — Les tribunaux (Δικαστήρια) sont : xyxy=(994,106,1457,138)
army-row xyxy=(994,1540,1457,1554)
population-years xyxy=(542,207,778,267)
table-cell: 10,821 xyxy=(1796,1694,1872,1719)
table-cell: Nauplie xyxy=(694,1491,766,1516)
table-cell: 9 xyxy=(1177,1472,1235,1486)
prefecture-row xyxy=(542,1726,971,1751)
table-cell: 2 Corvettes de xyxy=(1235,1391,1396,1405)
trade-label: Exportations. xyxy=(1478,851,1643,865)
ionian-intro: Situées dans la Mer Ionienne, au S.-O. de la Turquie d'Europe le long des côtes de l'Albanie et de la Grèce entre 35° 50' et 39° 57' de latitude septen., et entre 17° 10' et 20° 50' de longit. orientale, les Îles Ioniennes, au nombre sept principales, en vertu de l'art. 4 du Traité du 5 novembre 1815, sous la protection de la Grande-Bretagne, qui lui donna une constitution le 2 mai 1817. xyxy=(1478,984,1937,1079)
table-cell: Missolonghi, Karavasara, Vonitza, Karpenitze, Vrachorie, Lépante. xyxy=(808,1455,971,1491)
table-cell: 18,883,507 xyxy=(1256,1181,1323,1195)
table-cell: Infanterie xyxy=(994,1500,1178,1513)
table-cell: 131,740 xyxy=(633,1541,694,1566)
island-row xyxy=(1478,1744,1937,1769)
paragraph-lead: PRODUITS AGRICOLES. xyxy=(83,1272,280,1287)
budget-year: EN 1851. xyxy=(1055,1154,1189,1168)
table-cell: 82,541 xyxy=(633,1416,694,1430)
table-cell: 44,557 xyxy=(1796,1744,1872,1769)
trade-row xyxy=(1478,838,1937,851)
army-row xyxy=(994,1391,1457,1405)
table-cell: Itaque (Théaki), Ithaca, Kefalonia-Piccola. — Raisin dit de Corinthe. xyxy=(1478,1694,1729,1719)
prefecture-row xyxy=(542,1651,971,1687)
table-cell: 4 xyxy=(766,1430,808,1455)
table-cell: XI. Corfou. xyxy=(542,1687,633,1701)
table-cell: Amaxichi. xyxy=(1872,1669,1937,1694)
table-cell: 6 Goëlettes xyxy=(1235,1445,1396,1459)
column-justice-finance xyxy=(994,106,1457,1474)
table-header: MARINE ROYALE EN 1874 xyxy=(1235,1364,1396,1377)
budget-year-row xyxy=(994,1154,1457,1168)
ministries-list: Ministère des Affaires Étrang. — de l'Intérieur; — des Finances; — des Cultes et de l'Instruction publique; — de la Justice; — de la Marine; — de la Guerre. xyxy=(542,1099,791,1199)
paragraph-text: — Les mines y sont riches, nombreuses et variées, mais peu sont exploitées. Nous citerons particulièrement les mines de plomb et d'étain, et des carrières de beaux marbres blancs dont les plus renommés sont ceux de Paros et de l'Attique. xyxy=(68,1190,518,1269)
column-rule xyxy=(531,98,532,1478)
prefecture-row xyxy=(542,1687,971,1701)
table-cell: 4 xyxy=(766,1541,808,1566)
merchant-marine-text: 5,156 Bâtiments de première et de deuxième classe, jaugeant 29,724 tonnes, et montés par 23,839 marins. xyxy=(994,1656,1457,1681)
justice-paragraph: JUSTICE. — Le Code civil français, introduit en Grèce en 1830, est xyxy=(542,1822,971,1853)
column-history-admin xyxy=(542,106,971,1474)
force-paragraph: FORCE PUBLIQUE. — L'armée et la marine présentent l'effectif suiv.: xyxy=(994,1329,1457,1361)
trade-row xyxy=(1478,851,1937,865)
budget-unit: francs. xyxy=(1390,1168,1456,1181)
ports-paragraph: Le nombre de bâtiments entrés dans le port de Pirée, le seul du royaume, en 1850, s'est élevé à 288, jaugeant ensemble 35,267 tonneaux; il en est sorti 464 d'une contenance de 47,374 tonneaux. Ce royaume compte pour son commerce extérieur un mouvement de 452 bâtiments et 52,638 tonneaux. xyxy=(1478,869,1937,949)
table-cell: 4 xyxy=(766,1603,808,1651)
